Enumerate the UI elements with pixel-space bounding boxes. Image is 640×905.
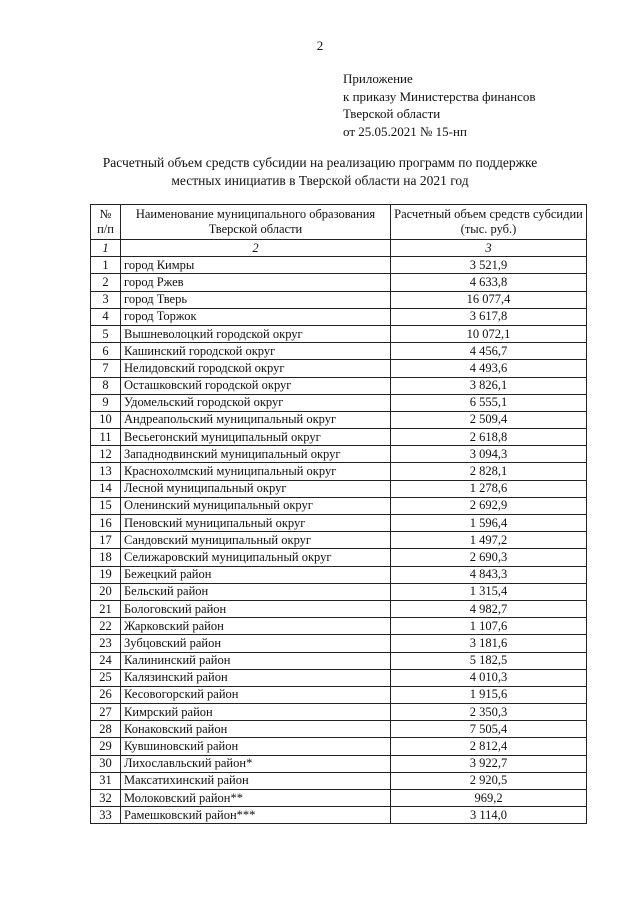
row-value: 969,2 bbox=[391, 790, 587, 807]
row-number: 11 bbox=[91, 429, 121, 446]
appendix-line: Тверской области bbox=[343, 106, 441, 121]
table-row bbox=[91, 772, 587, 789]
row-name: город Ржев bbox=[121, 274, 391, 291]
row-name: Сандовский муниципальный округ bbox=[121, 532, 391, 549]
row-number: 27 bbox=[91, 704, 121, 721]
row-name: Андреапольский муниципальный округ bbox=[121, 411, 391, 428]
row-value: 4 982,7 bbox=[391, 600, 587, 617]
column-index: 1 bbox=[91, 240, 121, 257]
row-number: 4 bbox=[91, 308, 121, 325]
table-row bbox=[91, 360, 587, 377]
table-row bbox=[91, 566, 587, 583]
row-number: 7 bbox=[91, 360, 121, 377]
row-name: Конаковский район bbox=[121, 721, 391, 738]
row-value: 3 181,6 bbox=[391, 635, 587, 652]
table-row bbox=[91, 807, 587, 824]
subsidy-table bbox=[90, 204, 587, 824]
row-number: 21 bbox=[91, 600, 121, 617]
row-number: 22 bbox=[91, 618, 121, 635]
table-row bbox=[91, 618, 587, 635]
table-row bbox=[91, 274, 587, 291]
row-number: 20 bbox=[91, 583, 121, 600]
table-row bbox=[91, 308, 587, 325]
row-number: 12 bbox=[91, 446, 121, 463]
row-value: 3 114,0 bbox=[391, 807, 587, 824]
page-number: 2 bbox=[316, 38, 324, 53]
row-name: город Тверь bbox=[121, 291, 391, 308]
table-row bbox=[91, 463, 587, 480]
row-number: 19 bbox=[91, 566, 121, 583]
table-row bbox=[91, 532, 587, 549]
row-name: Лихославльский район* bbox=[121, 755, 391, 772]
row-value: 3 617,8 bbox=[391, 308, 587, 325]
row-value: 3 094,3 bbox=[391, 446, 587, 463]
row-value: 3 826,1 bbox=[391, 377, 587, 394]
row-number: 8 bbox=[91, 377, 121, 394]
row-name: Западнодвинский муниципальный округ bbox=[121, 446, 391, 463]
table-row bbox=[91, 325, 587, 342]
row-name: город Торжок bbox=[121, 308, 391, 325]
appendix-line: к приказу Министерства финансов bbox=[343, 88, 536, 104]
table-row bbox=[91, 704, 587, 721]
row-name: Оленинский муниципальный округ bbox=[121, 497, 391, 514]
row-value: 2 828,1 bbox=[391, 463, 587, 480]
row-value: 7 505,4 bbox=[391, 721, 587, 738]
row-value: 4 010,3 bbox=[391, 669, 587, 686]
row-number: 10 bbox=[91, 411, 121, 428]
row-number: 32 bbox=[91, 790, 121, 807]
row-name: Рамешковский район*** bbox=[121, 807, 391, 824]
row-name: Кувшиновский район bbox=[121, 738, 391, 755]
row-value: 3 521,9 bbox=[391, 257, 587, 274]
header-number: № п/п bbox=[91, 205, 121, 240]
row-number: 24 bbox=[91, 652, 121, 669]
row-value: 2 690,3 bbox=[391, 549, 587, 566]
row-number: 6 bbox=[91, 343, 121, 360]
row-name: Пеновский муниципальный округ bbox=[121, 515, 391, 532]
table-row bbox=[91, 600, 587, 617]
row-name: Селижаровский муниципальный округ bbox=[121, 549, 391, 566]
row-value: 1 315,4 bbox=[391, 583, 587, 600]
table-row bbox=[91, 291, 587, 308]
row-value: 16 077,4 bbox=[391, 291, 587, 308]
row-name: Максатихинский район bbox=[121, 772, 391, 789]
row-name: город Кимры bbox=[121, 257, 391, 274]
row-value: 2 692,9 bbox=[391, 497, 587, 514]
row-name: Кашинский городской округ bbox=[121, 343, 391, 360]
row-value: 1 497,2 bbox=[391, 532, 587, 549]
row-value: 2 812,4 bbox=[391, 738, 587, 755]
row-number: 3 bbox=[91, 291, 121, 308]
row-name: Кимрский район bbox=[121, 704, 391, 721]
row-name: Весьегонский муниципальный округ bbox=[121, 429, 391, 446]
row-value: 10 072,1 bbox=[391, 325, 587, 342]
row-number: 33 bbox=[91, 807, 121, 824]
row-number: 26 bbox=[91, 686, 121, 703]
row-number: 5 bbox=[91, 325, 121, 342]
column-index: 3 bbox=[391, 240, 587, 257]
row-number: 30 bbox=[91, 755, 121, 772]
table-row bbox=[91, 549, 587, 566]
table-row bbox=[91, 411, 587, 428]
row-name: Бельский район bbox=[121, 583, 391, 600]
row-value: 4 456,7 bbox=[391, 343, 587, 360]
row-name: Лесной муниципальный округ bbox=[121, 480, 391, 497]
row-number: 2 bbox=[91, 274, 121, 291]
column-index-row bbox=[91, 240, 587, 257]
document-title-line: Расчетный объем средств субсидии на реализацию программ по поддержке bbox=[102, 155, 538, 170]
appendix-line: от 25.05.2021 № 15-нп bbox=[343, 123, 467, 139]
row-number: 9 bbox=[91, 394, 121, 411]
row-number: 1 bbox=[91, 257, 121, 274]
table-row bbox=[91, 635, 587, 652]
row-value: 4 493,6 bbox=[391, 360, 587, 377]
table-row bbox=[91, 790, 587, 807]
table-row bbox=[91, 652, 587, 669]
table-row bbox=[91, 343, 587, 360]
row-number: 31 bbox=[91, 772, 121, 789]
row-number: 23 bbox=[91, 635, 121, 652]
row-value: 1 278,6 bbox=[391, 480, 587, 497]
row-number: 13 bbox=[91, 463, 121, 480]
row-value: 3 922,7 bbox=[391, 755, 587, 772]
row-name: Вышневолоцкий городской округ bbox=[121, 325, 391, 342]
row-number: 15 bbox=[91, 497, 121, 514]
row-name: Кесовогорский район bbox=[121, 686, 391, 703]
column-index: 2 bbox=[121, 240, 391, 257]
table-row bbox=[91, 669, 587, 686]
document-title bbox=[40, 154, 600, 190]
row-number: 29 bbox=[91, 738, 121, 755]
row-name: Краснохолмский муниципальный округ bbox=[121, 463, 391, 480]
table-header-row bbox=[91, 205, 587, 240]
row-value: 1 107,6 bbox=[391, 618, 587, 635]
row-number: 18 bbox=[91, 549, 121, 566]
row-number: 16 bbox=[91, 515, 121, 532]
row-value: 6 555,1 bbox=[391, 394, 587, 411]
row-name: Молоковский район** bbox=[121, 790, 391, 807]
table-row bbox=[91, 755, 587, 772]
row-value: 4 843,3 bbox=[391, 566, 587, 583]
table-row bbox=[91, 446, 587, 463]
row-number: 28 bbox=[91, 721, 121, 738]
row-name: Осташковский городской округ bbox=[121, 377, 391, 394]
document-title-line: местных инициатив в Тверской области на 2021 год bbox=[171, 173, 469, 188]
row-name: Калязинский район bbox=[121, 669, 391, 686]
table-row bbox=[91, 429, 587, 446]
table-row bbox=[91, 480, 587, 497]
row-value: 1 915,6 bbox=[391, 686, 587, 703]
row-name: Зубцовский район bbox=[121, 635, 391, 652]
table-row bbox=[91, 257, 587, 274]
appendix-line: Приложение bbox=[343, 71, 413, 86]
row-value: 1 596,4 bbox=[391, 515, 587, 532]
row-value: 5 182,5 bbox=[391, 652, 587, 669]
row-name: Жарковский район bbox=[121, 618, 391, 635]
row-name: Удомельский городской округ bbox=[121, 394, 391, 411]
table-row bbox=[91, 738, 587, 755]
row-value: 2 618,8 bbox=[391, 429, 587, 446]
row-name: Калининский район bbox=[121, 652, 391, 669]
header-value: Расчетный объем средств субсидии (тыс. руб.) bbox=[391, 205, 587, 240]
row-value: 2 509,4 bbox=[391, 411, 587, 428]
row-value: 2 350,3 bbox=[391, 704, 587, 721]
table-row bbox=[91, 497, 587, 514]
row-value: 4 633,8 bbox=[391, 274, 587, 291]
row-number: 14 bbox=[91, 480, 121, 497]
table-row bbox=[91, 583, 587, 600]
row-number: 17 bbox=[91, 532, 121, 549]
appendix-block bbox=[343, 70, 536, 140]
table-row bbox=[91, 515, 587, 532]
header-name: Наименование муниципального образования Тверской области bbox=[121, 205, 391, 240]
row-number: 25 bbox=[91, 669, 121, 686]
table-row bbox=[91, 686, 587, 703]
row-value: 2 920,5 bbox=[391, 772, 587, 789]
table-row bbox=[91, 394, 587, 411]
row-name: Нелидовский городской округ bbox=[121, 360, 391, 377]
table-row bbox=[91, 377, 587, 394]
table-row bbox=[91, 721, 587, 738]
row-name: Бологовский район bbox=[121, 600, 391, 617]
row-name: Бежецкий район bbox=[121, 566, 391, 583]
